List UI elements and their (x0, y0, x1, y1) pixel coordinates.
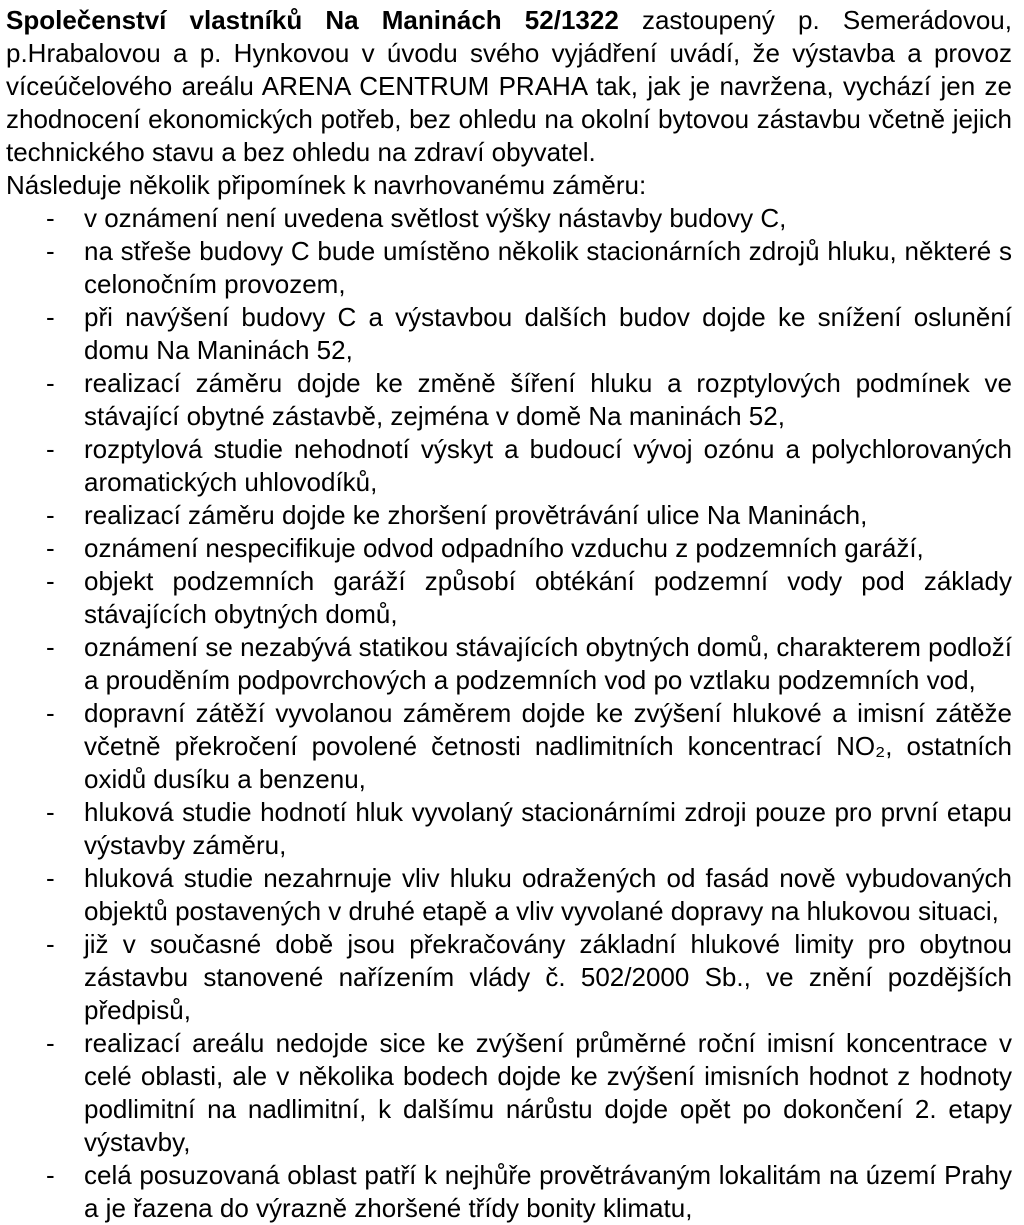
organization-name: Společenství vlastníků Na Maninách 52/1322 (6, 5, 619, 35)
list-item-text: již v současné době jsou překračovány základní hlukové limity pro obytnou zástavbu stanovené nařízením vlády č. 502/2000 Sb., ve znění pozdějších předpisů, (84, 929, 1012, 1025)
list-item-text: oznámení se nezabývá statikou stávajících obytných domů, charakterem podloží a prouděním podpovrchových a podzemních vod po vztlaku podzemních vod, (84, 632, 1012, 695)
dash-bullet: - (46, 632, 55, 662)
intro-text: zastoupený p. Semerádovou, p.Hrabalovou a p. Hynkovou v úvodu svého vyjádření uvádí, že výstavba a provoz víceúčelového areálu ARENA CENTRUM PRAHA tak, jak je navržena, vychází jen ze zhodnocení ekonomických potřeb, bez ohledu na okolní bytovou zástavbu včetně jejich technického stavu a bez ohledu na zdraví obyvatel. (6, 5, 1012, 167)
list-item (6, 433, 1012, 499)
dash-bullet: - (46, 302, 55, 332)
dash-bullet: - (46, 434, 55, 464)
dash-bullet: - (46, 929, 55, 959)
list-item-text: celá posuzovaná oblast patří k nejhůře provětrávaným lokalitám na území Prahy a je řazena do výrazně zhoršené třídy bonity klimatu, (84, 1160, 1012, 1223)
dash-bullet: - (46, 236, 55, 266)
list-item-text: při navýšení budovy C a výstavbou dalších budov dojde ke snížení oslunění domu Na Maninách 52, (84, 302, 1012, 365)
dash-bullet: - (46, 797, 55, 827)
list-item-text: oznámení nespecifikuje odvod odpadního vzduchu z podzemních garáží, (84, 533, 924, 563)
list-item (6, 1027, 1012, 1159)
list-item (6, 862, 1012, 928)
list-item (6, 697, 1012, 796)
list-item (6, 928, 1012, 1027)
list-item-text: hluková studie hodnotí hluk vyvolaný stacionárními zdroji pouze pro první etapu výstavby záměru, (84, 797, 1012, 860)
list-item (6, 631, 1012, 697)
list-item (6, 565, 1012, 631)
list-item (6, 1159, 1012, 1225)
list-item-text: na střeše budovy C bude umístěno několik stacionárních zdrojů hluku, některé s celonočním provozem, (84, 236, 1012, 299)
list-item-text: v oznámení není uvedena světlost výšky nástavby budovy C, (84, 203, 787, 233)
list-item (6, 235, 1012, 301)
list-item-text: realizací areálu nedojde sice ke zvýšení průměrné roční imisní koncentrace v celé oblasti, ale v několika bodech dojde ke zvýšení imisních hodnot z hodnoty podlimitní na nadlimitní, k dalšímu nárůstu dojde opět po dokončení 2. etapy výstavby, (84, 1028, 1012, 1157)
list-item (6, 301, 1012, 367)
list-item (6, 532, 1012, 565)
list-item (6, 367, 1012, 433)
dash-bullet: - (46, 1028, 55, 1058)
dash-bullet: - (46, 533, 55, 563)
dash-bullet: - (46, 368, 55, 398)
list-item-text: hluková studie nezahrnuje vliv hluku odražených od fasád nově vybudovaných objektů postavených v druhé etapě a vliv vyvolané dopravy na hlukovou situaci, (84, 863, 1012, 926)
dash-bullet: - (46, 566, 55, 596)
list-item (6, 796, 1012, 862)
list-item-text: dopravní zátěží vyvolanou záměrem dojde ke zvýšení hlukové a imisní zátěže včetně překročení povolené četnosti nadlimitních koncentrací NO₂, ostatních oxidů dusíku a benzenu, (84, 698, 1012, 794)
comments-list (6, 202, 1012, 1225)
list-item-text: realizací záměru dojde ke zhoršení provětrávání ulice Na Maninách, (84, 500, 868, 530)
dash-bullet: - (46, 1160, 55, 1190)
dash-bullet: - (46, 500, 55, 530)
list-item-text: realizací záměru dojde ke změně šíření hluku a rozptylových podmínek ve stávající obytné zástavbě, zejména v domě Na maninách 52, (84, 368, 1012, 431)
list-item-text: rozptylová studie nehodnotí výskyt a budoucí vývoj ozónu a polychlorovaných aromatických uhlovodíků, (84, 434, 1012, 497)
comments-lead: Následuje několik připomínek k navrhovanému záměru: (6, 170, 647, 200)
dash-bullet: - (46, 863, 55, 893)
dash-bullet: - (46, 203, 55, 233)
list-item (6, 499, 1012, 532)
intro-paragraph (6, 4, 1012, 169)
list-item-text: objekt podzemních garáží způsobí obtékání podzemní vody pod základy stávajících obytných domů, (84, 566, 1012, 629)
list-item (6, 202, 1012, 235)
dash-bullet: - (46, 698, 55, 728)
